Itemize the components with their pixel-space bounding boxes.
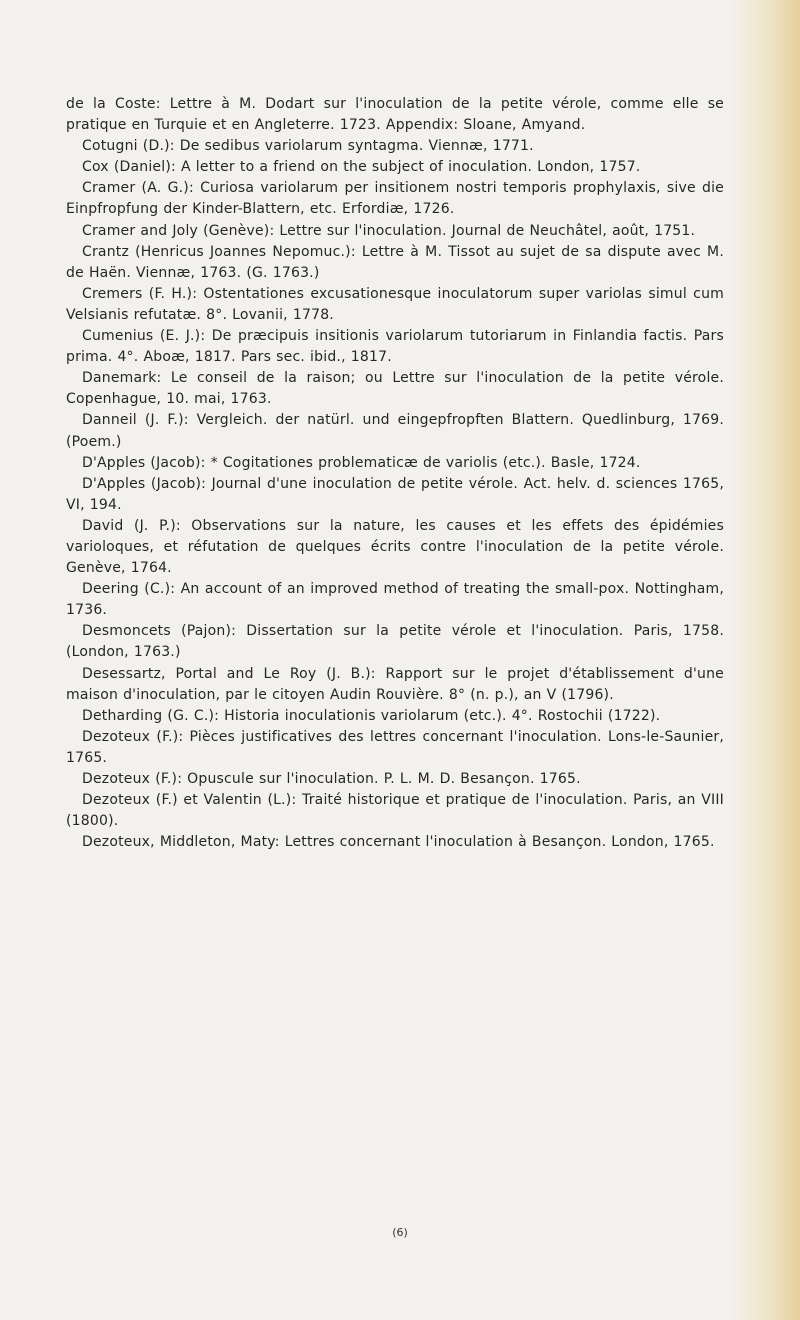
bibliography-entry: Dezoteux (F.): Opuscule sur l'inoculation. P. L. M. D. Besançon. 1765. (82, 771, 581, 787)
bibliography-entry: Crantz (Henricus Joannes Nepomuc.): Lettre à M. Tissot au sujet de sa dispute avec M. de Haën. Viennæ, 1763. (G. 1763.) (66, 243, 724, 281)
bibliography-entry: Detharding (G. C.): Historia inoculationis variolarum (etc.). 4°. Rostochii (1722). (82, 707, 661, 724)
bibliography-entry: Cotugni (D.): De sedibus variolarum syntagma. Viennæ, 1771. (82, 138, 534, 155)
bibliography-entry: Cremers (F. H.): Ostentationes excusationesque inoculatorum super variolas simul cum Velsianis refutatæ. 8°. Lovanii, 1778. (66, 285, 724, 323)
bibliography-entry: de la Coste: Lettre à M. Dodart sur l'inoculation de la petite vérole, comme elle se pratique en Turquie et en Angleterre. 1723. Appendix: Sloane, Amyand. (66, 96, 724, 134)
bibliography-entry: Danneil (J. F.): Vergleich. der natürl. und eingepfropften Blattern. Quedlinburg, 1769. (Poem.) (66, 412, 724, 450)
page-number: (6) (392, 1226, 408, 1239)
bibliography-entry: Dezoteux (F.) et Valentin (L.): Traité historique et pratique de l'inoculation. Paris, an VIII (1800). (66, 792, 724, 830)
bibliography-entry: Desmoncets (Pajon): Dissertation sur la petite vérole et l'inoculation. Paris, 1758. (London, 1763.) (66, 623, 724, 661)
bibliography-entry: D'Apples (Jacob): Journal d'une inoculation de petite vérole. Act. helv. d. sciences 1765, VI, 194. (66, 475, 724, 513)
bibliography-entry: Cramer and Joly (Genève): Lettre sur l'inoculation. Journal de Neuchâtel, août, 1751. (82, 222, 696, 239)
bibliography-entry: Cumenius (E. J.): De præcipuis insitionis variolarum tutoriarum in Finlandia factis. Pars prima. 4°. Aboæ, 1817. Pars sec. ibid., 1817. (66, 328, 724, 366)
bibliography-entry: Dezoteux (F.): Pièces justificatives des lettres concernant l'inoculation. Lons-le-Saunier, 1765. (66, 728, 724, 766)
bibliography-text (66, 94, 724, 853)
bibliography-entry: Danemark: Le conseil de la raison; ou Lettre sur l'inoculation de la petite vérole. Copenhague, 10. mai, 1763. (66, 370, 724, 408)
bibliography-entry: Deering (C.): An account of an improved method of treating the small-pox. Nottingham, 1736. (66, 581, 724, 619)
bibliography-entry: David (J. P.): Observations sur la nature, les causes et les effets des épidémies varioloques, et réfutation de quelques écrits contre l'inoculation de la petite vérole. Genève, 1764. (66, 517, 724, 577)
page-edge-shading (730, 0, 800, 1320)
bibliography-entry: D'Apples (Jacob): * Cogitationes problematicæ de variolis (etc.). Basle, 1724. (82, 454, 641, 471)
bibliography-entry: Dezoteux, Middleton, Maty: Lettres concernant l'inoculation à Besançon. London, 1765. (82, 834, 715, 851)
bibliography-entry: Desessartz, Portal and Le Roy (J. B.): Rapport sur le projet d'établissement d'une maison d'inoculation, par le citoyen Audin Rouvière. 8° (n. p.), an V (1796). (66, 665, 724, 703)
bibliography-entry: Cox (Daniel): A letter to a friend on the subject of inoculation. London, 1757. (82, 159, 641, 176)
bibliography-entry: Cramer (A. G.): Curiosa variolarum per insitionem nostri temporis prophylaxis, sive die Einpfropfung der Kinder-Blattern, etc. Erfordiæ, 1726. (66, 180, 724, 218)
